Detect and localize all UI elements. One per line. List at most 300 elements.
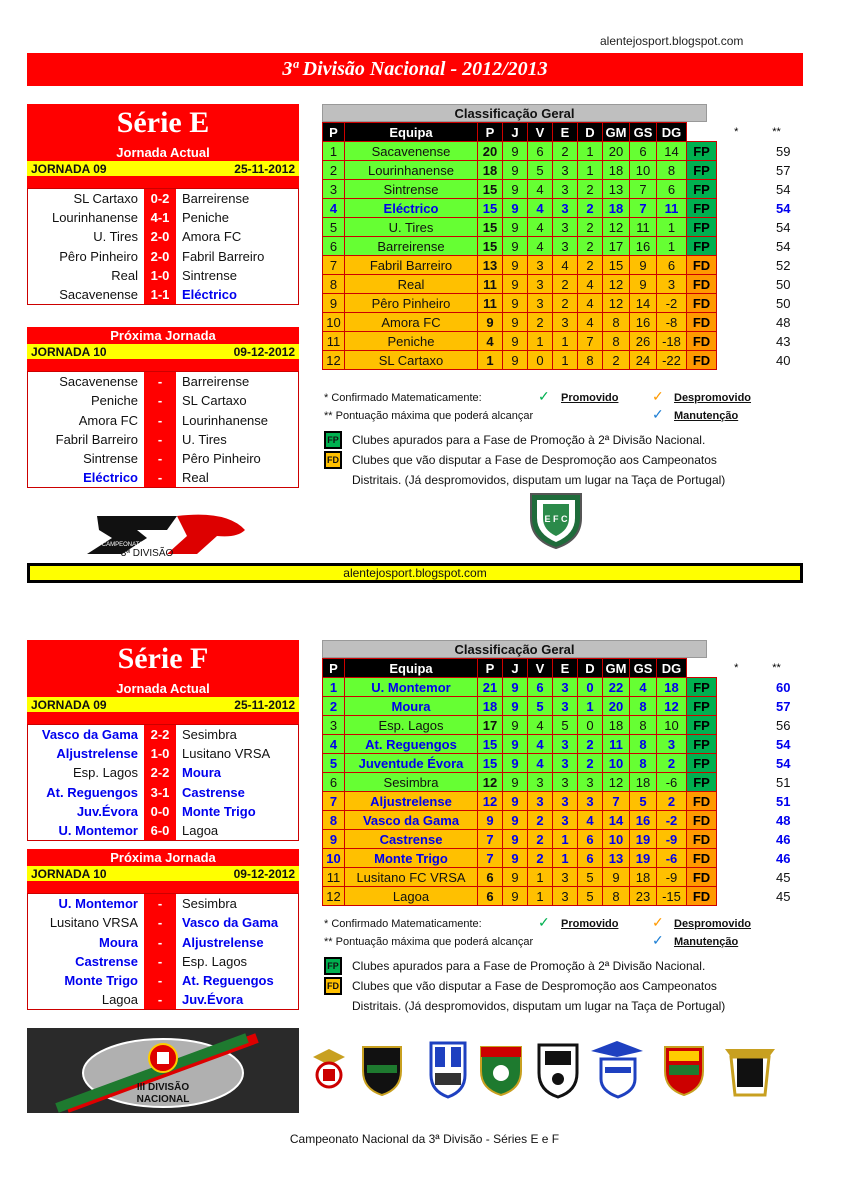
column-header: P xyxy=(323,123,345,142)
column-header: D xyxy=(578,659,603,678)
cell-max-points: 54 xyxy=(757,180,797,199)
column-header: D xyxy=(578,123,603,142)
cell-flag: FD xyxy=(687,256,717,275)
home-team: Pêro Pinheiro xyxy=(59,248,138,264)
home-team: U. Tires xyxy=(93,229,138,245)
fd-text-1: Clubes que vão disputar a Fase de Despromoção aos Campeonatos xyxy=(352,453,717,467)
next-jornada-label: JORNADA 10 xyxy=(31,867,107,882)
cell-gm: 12 xyxy=(603,275,630,294)
results-table xyxy=(27,724,299,841)
serie-e-panel xyxy=(27,104,299,488)
cell-flag: FD xyxy=(687,332,717,351)
cell-flag: FP xyxy=(687,678,717,697)
cell-e: 3 xyxy=(553,868,578,887)
result-row xyxy=(28,763,298,782)
standings-table xyxy=(322,658,797,906)
cell-flag: FP xyxy=(687,161,717,180)
cell-d: 2 xyxy=(578,754,603,773)
site-url-bar[interactable]: alentejosport.blogspot.com xyxy=(27,563,803,583)
result-row xyxy=(28,744,298,763)
cell-team: Castrense xyxy=(345,830,478,849)
cell-p: 1 xyxy=(323,142,345,161)
cell-flag: FP xyxy=(687,716,717,735)
match-score: 2-0 xyxy=(144,227,176,246)
cell-spacer xyxy=(717,237,757,256)
home-team: Sacavenense xyxy=(59,286,138,302)
away-team: Fabril Barreiro xyxy=(182,248,265,264)
cell-spacer xyxy=(717,773,757,792)
cell-max-points: 51 xyxy=(757,773,797,792)
fixtures-table xyxy=(27,371,299,488)
fixture-row xyxy=(28,430,298,449)
cell-pts: 6 xyxy=(478,887,503,906)
cell-gm: 12 xyxy=(603,773,630,792)
cell-spacer xyxy=(717,275,757,294)
star1-header: * xyxy=(717,659,757,678)
column-header: Equipa xyxy=(345,659,478,678)
fixture-row xyxy=(28,391,298,410)
table-row xyxy=(323,697,797,716)
result-row xyxy=(28,821,298,840)
cell-pts: 9 xyxy=(478,313,503,332)
cell-team: Monte Trigo xyxy=(345,849,478,868)
cell-gm: 13 xyxy=(603,180,630,199)
cell-team: Amora FC xyxy=(345,313,478,332)
club-badges-row xyxy=(305,1035,805,1100)
cell-v: 4 xyxy=(528,754,553,773)
cell-team: Barreirense xyxy=(345,237,478,256)
column-header: J xyxy=(503,123,528,142)
cell-v: 3 xyxy=(528,792,553,811)
cell-d: 2 xyxy=(578,256,603,275)
cell-v: 6 xyxy=(528,142,553,161)
check-green-icon: ✓ xyxy=(538,914,550,930)
fp-box: FP xyxy=(324,957,342,975)
serie-e-standings xyxy=(322,104,797,370)
cell-e: 2 xyxy=(553,294,578,313)
cell-pts: 11 xyxy=(478,275,503,294)
cell-d: 1 xyxy=(578,161,603,180)
cell-team: Aljustrelense xyxy=(345,792,478,811)
fd-box: FD xyxy=(324,977,342,995)
cell-pts: 15 xyxy=(478,735,503,754)
cell-pts: 15 xyxy=(478,237,503,256)
away-team: Barreirense xyxy=(182,191,250,206)
cell-max-points: 51 xyxy=(757,792,797,811)
legend-star2: ** Pontuação máxima que poderá alcançar xyxy=(324,410,534,422)
table-row xyxy=(323,142,797,161)
cell-pts: 7 xyxy=(478,849,503,868)
cell-gs: 18 xyxy=(630,773,657,792)
cell-d: 5 xyxy=(578,887,603,906)
cell-pts: 15 xyxy=(478,199,503,218)
column-header: J xyxy=(503,659,528,678)
away-team: Sesimbra xyxy=(182,727,237,742)
jornada-label: JORNADA 09 xyxy=(31,162,107,176)
cell-pts: 9 xyxy=(478,811,503,830)
result-row xyxy=(28,285,298,304)
cell-team: Fabril Barreiro xyxy=(345,256,478,275)
cell-p: 2 xyxy=(323,697,345,716)
cell-j: 9 xyxy=(503,142,528,161)
cell-v: 3 xyxy=(528,256,553,275)
away-team: Pêro Pinheiro xyxy=(182,450,261,466)
club-badge-castle-icon xyxy=(725,1049,775,1095)
cell-pts: 13 xyxy=(478,256,503,275)
cell-v: 4 xyxy=(528,735,553,754)
cell-pts: 18 xyxy=(478,697,503,716)
check-blue-icon: ✓ xyxy=(652,406,664,422)
check-green-icon: ✓ xyxy=(538,388,550,404)
home-team: Esp. Lagos xyxy=(72,765,138,781)
cell-spacer xyxy=(717,735,757,754)
home-team: U. Montemor xyxy=(58,896,138,912)
cell-max-points: 46 xyxy=(757,849,797,868)
table-row xyxy=(323,849,797,868)
fixture-row xyxy=(28,468,298,487)
cell-gm: 22 xyxy=(603,678,630,697)
match-separator: - xyxy=(144,933,176,952)
cell-v: 4 xyxy=(528,716,553,735)
home-team: Vasco da Gama xyxy=(41,727,138,742)
cell-gs: 16 xyxy=(630,313,657,332)
match-score: 2-0 xyxy=(144,247,176,266)
cell-gs: 26 xyxy=(630,332,657,351)
cell-team: Lusitano FC VRSA xyxy=(345,868,478,887)
cell-max-points: 57 xyxy=(757,697,797,716)
cell-dg: 1 xyxy=(657,237,687,256)
cell-e: 3 xyxy=(553,773,578,792)
cell-gs: 9 xyxy=(630,275,657,294)
cell-d: 1 xyxy=(578,142,603,161)
home-team: Lourinhanense xyxy=(51,210,138,226)
club-badge-cam-icon xyxy=(431,1043,465,1097)
site-url-top[interactable]: alentejosport.blogspot.com xyxy=(600,34,744,48)
home-team: Peniche xyxy=(91,393,138,409)
cell-flag: FD xyxy=(687,275,717,294)
cell-dg: -6 xyxy=(657,773,687,792)
cell-e: 3 xyxy=(553,218,578,237)
cell-v: 2 xyxy=(528,811,553,830)
table-row xyxy=(323,161,797,180)
cell-spacer xyxy=(717,678,757,697)
cell-gs: 19 xyxy=(630,849,657,868)
cell-d: 3 xyxy=(578,792,603,811)
match-score: 2-2 xyxy=(144,763,176,782)
cell-p: 4 xyxy=(323,199,345,218)
cell-j: 9 xyxy=(503,256,528,275)
match-separator: - xyxy=(144,411,176,430)
cell-flag: FP xyxy=(687,735,717,754)
table-row xyxy=(323,830,797,849)
cell-dg: 11 xyxy=(657,199,687,218)
home-team: Fabril Barreiro xyxy=(55,431,138,447)
cell-p: 1 xyxy=(323,678,345,697)
fd-box: FD xyxy=(324,451,342,469)
cell-gm: 8 xyxy=(603,313,630,332)
cell-gs: 19 xyxy=(630,830,657,849)
flag-header xyxy=(687,659,717,678)
away-team: At. Reguengos xyxy=(182,972,274,988)
cell-spacer xyxy=(717,792,757,811)
away-team: Moura xyxy=(182,765,221,781)
home-team: SL Cartaxo xyxy=(73,191,138,206)
cell-gs: 23 xyxy=(630,887,657,906)
cell-dg: -2 xyxy=(657,294,687,313)
match-score: 6-0 xyxy=(144,821,176,840)
column-header: Equipa xyxy=(345,123,478,142)
cell-d: 4 xyxy=(578,313,603,332)
home-team: Lagoa xyxy=(101,992,138,1008)
match-score: 1-0 xyxy=(144,744,176,763)
next-jornada-bar xyxy=(27,866,299,883)
cell-gs: 8 xyxy=(630,697,657,716)
star2-header: ** xyxy=(757,659,797,678)
cell-dg: 2 xyxy=(657,754,687,773)
cell-d: 6 xyxy=(578,830,603,849)
cell-gs: 9 xyxy=(630,256,657,275)
cell-max-points: 56 xyxy=(757,716,797,735)
cell-spacer xyxy=(717,716,757,735)
legend-despromovido: Despromovido xyxy=(674,392,752,404)
home-team: Castrense xyxy=(75,953,138,969)
cell-team: Peniche xyxy=(345,332,478,351)
cell-j: 9 xyxy=(503,773,528,792)
fixture-row xyxy=(28,449,298,468)
cell-v: 1 xyxy=(528,332,553,351)
cell-spacer xyxy=(717,332,757,351)
cell-gm: 10 xyxy=(603,830,630,849)
cell-e: 2 xyxy=(553,275,578,294)
cell-spacer xyxy=(717,830,757,849)
away-team: Vasco da Gama xyxy=(182,915,279,931)
cell-flag: FD xyxy=(687,887,717,906)
match-separator: - xyxy=(144,372,176,391)
banner-title: 3ª Divisão Nacional - 2012/2013 xyxy=(27,53,803,86)
column-header: GM xyxy=(603,659,630,678)
cell-d: 5 xyxy=(578,868,603,887)
cell-flag: FP xyxy=(687,199,717,218)
cell-j: 9 xyxy=(503,237,528,256)
cell-flag: FP xyxy=(687,773,717,792)
cell-gs: 18 xyxy=(630,868,657,887)
cell-e: 3 xyxy=(553,792,578,811)
cell-flag: FD xyxy=(687,792,717,811)
cell-dg: 2 xyxy=(657,792,687,811)
cell-p: 3 xyxy=(323,180,345,199)
cell-team: Lourinhanense xyxy=(345,161,478,180)
cell-dg: 6 xyxy=(657,180,687,199)
table-header-row xyxy=(323,659,797,678)
away-team: Lusitano VRSA xyxy=(182,746,271,762)
cell-j: 9 xyxy=(503,830,528,849)
away-team: Juv.Évora xyxy=(182,992,244,1008)
cell-dg: 18 xyxy=(657,678,687,697)
cell-e: 3 xyxy=(553,887,578,906)
fixture-row xyxy=(28,411,298,430)
match-score: 1-0 xyxy=(144,266,176,285)
cell-max-points: 45 xyxy=(757,868,797,887)
cell-pts: 20 xyxy=(478,142,503,161)
legend-star2: ** Pontuação máxima que poderá alcançar xyxy=(324,936,534,948)
jornada-date: 25-11-2012 xyxy=(234,162,295,176)
cell-dg: -2 xyxy=(657,811,687,830)
table-row xyxy=(323,716,797,735)
club-badge-green-shield-icon xyxy=(363,1047,401,1095)
cell-p: 5 xyxy=(323,754,345,773)
cell-e: 3 xyxy=(553,754,578,773)
cell-pts: 12 xyxy=(478,773,503,792)
cell-d: 2 xyxy=(578,237,603,256)
cell-pts: 15 xyxy=(478,218,503,237)
cell-v: 1 xyxy=(528,868,553,887)
match-score: 3-1 xyxy=(144,783,176,802)
cell-gs: 16 xyxy=(630,811,657,830)
fixture-row xyxy=(28,952,298,971)
cell-e: 1 xyxy=(553,332,578,351)
cell-team: Sesimbra xyxy=(345,773,478,792)
home-team: Lusitano VRSA xyxy=(49,915,138,931)
cell-flag: FP xyxy=(687,697,717,716)
cell-gm: 7 xyxy=(603,792,630,811)
match-separator: - xyxy=(144,990,176,1009)
cell-j: 9 xyxy=(503,716,528,735)
cell-pts: 1 xyxy=(478,351,503,370)
cell-gm: 13 xyxy=(603,849,630,868)
cell-e: 3 xyxy=(553,678,578,697)
home-team: Real xyxy=(111,267,138,283)
cell-e: 1 xyxy=(553,830,578,849)
cell-dg: -18 xyxy=(657,332,687,351)
away-team: Amora FC xyxy=(182,229,242,245)
cell-j: 9 xyxy=(503,735,528,754)
cell-gm: 10 xyxy=(603,754,630,773)
cell-max-points: 52 xyxy=(757,256,797,275)
cell-j: 9 xyxy=(503,697,528,716)
cell-d: 2 xyxy=(578,180,603,199)
away-team: Eléctrico xyxy=(182,286,237,302)
cell-j: 9 xyxy=(503,199,528,218)
column-header: DG xyxy=(657,123,687,142)
cell-e: 3 xyxy=(553,697,578,716)
cell-gm: 11 xyxy=(603,735,630,754)
cell-max-points: 57 xyxy=(757,161,797,180)
column-header: P xyxy=(478,659,503,678)
cell-v: 4 xyxy=(528,237,553,256)
club-badge-eagle-icon xyxy=(313,1049,345,1087)
table-row xyxy=(323,256,797,275)
cell-p: 10 xyxy=(323,313,345,332)
cell-p: 6 xyxy=(323,773,345,792)
cell-pts: 12 xyxy=(478,792,503,811)
cell-v: 1 xyxy=(528,887,553,906)
table-row xyxy=(323,868,797,887)
table-header-row xyxy=(323,123,797,142)
cell-p: 9 xyxy=(323,294,345,313)
cell-gs: 14 xyxy=(630,294,657,313)
match-score: 4-1 xyxy=(144,208,176,227)
cell-gm: 8 xyxy=(603,332,630,351)
next-jornada-label: JORNADA 10 xyxy=(31,345,107,360)
result-row xyxy=(28,783,298,802)
column-header: GM xyxy=(603,123,630,142)
cell-spacer xyxy=(717,313,757,332)
table-row xyxy=(323,180,797,199)
cell-d: 2 xyxy=(578,735,603,754)
home-team: Sacavenense xyxy=(59,374,138,390)
cell-spacer xyxy=(717,142,757,161)
cell-pts: 7 xyxy=(478,830,503,849)
cell-max-points: 40 xyxy=(757,351,797,370)
legend-e xyxy=(324,388,804,490)
cell-p: 8 xyxy=(323,275,345,294)
cell-p: 7 xyxy=(323,256,345,275)
match-separator: - xyxy=(144,894,176,913)
cell-j: 9 xyxy=(503,275,528,294)
cell-p: 10 xyxy=(323,849,345,868)
cell-j: 9 xyxy=(503,868,528,887)
proxima-jornada-header: Próxima Jornada xyxy=(27,327,299,344)
cell-e: 4 xyxy=(553,256,578,275)
cell-p: 9 xyxy=(323,830,345,849)
cell-e: 3 xyxy=(553,237,578,256)
cell-team: Moura xyxy=(345,697,478,716)
cell-flag: FP xyxy=(687,142,717,161)
cell-gm: 20 xyxy=(603,697,630,716)
cell-gm: 12 xyxy=(603,294,630,313)
cell-gm: 2 xyxy=(603,351,630,370)
away-team: U. Tires xyxy=(182,431,227,447)
cell-dg: -15 xyxy=(657,887,687,906)
standings-table xyxy=(322,122,797,370)
cell-gs: 24 xyxy=(630,351,657,370)
results-table xyxy=(27,188,299,305)
column-header: P xyxy=(478,123,503,142)
cell-gs: 10 xyxy=(630,161,657,180)
legend-manutencao: Manutenção xyxy=(674,410,739,422)
cell-max-points: 50 xyxy=(757,294,797,313)
cell-max-points: 50 xyxy=(757,275,797,294)
cell-j: 9 xyxy=(503,218,528,237)
cell-e: 3 xyxy=(553,811,578,830)
cell-flag: FP xyxy=(687,218,717,237)
match-separator: - xyxy=(144,971,176,990)
cell-pts: 6 xyxy=(478,868,503,887)
fp-text: Clubes apurados para a Fase de Promoção à 2ª Divisão Nacional. xyxy=(352,959,706,973)
cell-gs: 8 xyxy=(630,716,657,735)
cell-flag: FD xyxy=(687,830,717,849)
campeonato-logo xyxy=(27,508,252,558)
cell-dg: 14 xyxy=(657,142,687,161)
table-row xyxy=(323,754,797,773)
cell-d: 4 xyxy=(578,294,603,313)
cell-max-points: 54 xyxy=(757,199,797,218)
cell-gm: 14 xyxy=(603,811,630,830)
cell-max-points: 48 xyxy=(757,313,797,332)
cell-d: 3 xyxy=(578,773,603,792)
serie-f-standings xyxy=(322,640,797,906)
fd-text-1: Clubes que vão disputar a Fase de Despromoção aos Campeonatos xyxy=(352,979,717,993)
cell-spacer xyxy=(717,180,757,199)
cell-j: 9 xyxy=(503,887,528,906)
fixture-row xyxy=(28,372,298,391)
check-blue-icon: ✓ xyxy=(652,932,664,948)
cell-p: 11 xyxy=(323,332,345,351)
away-team: SL Cartaxo xyxy=(182,393,247,409)
cell-d: 2 xyxy=(578,218,603,237)
cell-d: 4 xyxy=(578,811,603,830)
column-header: P xyxy=(323,659,345,678)
